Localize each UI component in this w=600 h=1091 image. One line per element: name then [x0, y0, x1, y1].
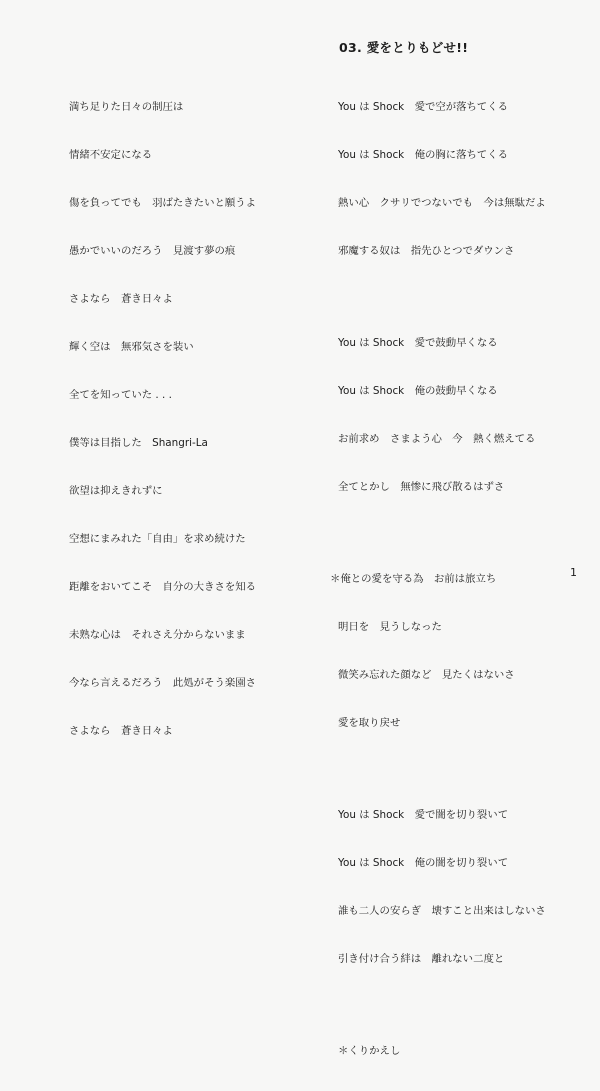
lyric-line: You は Shock 愛で空が落ちてくる: [338, 101, 508, 113]
lyric-line: You は Shock 俺の鼓動早くなる: [338, 385, 498, 397]
stanza-gap: [338, 527, 546, 539]
lyric-line: 明日を 見うしなった: [338, 621, 442, 633]
lyric-line: 誰も二人の安らぎ 壊すこと出来はしないさ: [338, 905, 546, 917]
lyric-line: You は Shock 俺の胸に落ちてくる: [338, 149, 508, 161]
lyric-line: ＊くりかえし: [338, 1045, 401, 1057]
lyric-line: 傷を負ってでも 羽ばたきたいと願うよ: [69, 197, 257, 209]
lyric-line: さよなら 蒼き日々よ: [69, 293, 173, 305]
lyric-line: さよなら 蒼き日々よ: [69, 725, 173, 737]
lyric-line: You は Shock 愛で闇を切り裂いて: [338, 809, 509, 821]
page-number: 1: [570, 566, 577, 579]
lyric-line: You は Shock 愛で鼓動早くなる: [338, 337, 498, 349]
lyric-line: 空想にまみれた「自由」を求め続けた: [69, 533, 246, 545]
lyric-line: 僕等は目指した Shangri-La: [69, 437, 208, 449]
lyric-line: 全てとかし 無惨に飛び散るはずさ: [338, 481, 505, 493]
lyric-line: 欲望は抑えきれずに: [69, 485, 163, 497]
lyric-line: 熱い心 クサリでつないでも 今は無駄だよ: [338, 197, 546, 209]
lyric-line: 愚かでいいのだろう 見渡す夢の痕: [69, 245, 236, 257]
lyric-line: 満ち足りた日々の制圧は: [69, 101, 184, 113]
lyric-line: お前求め さまよう心 今 熱く燃えてる: [338, 433, 536, 445]
lyric-line: 今なら言えるだろう 此処がそう楽園さ: [69, 677, 257, 689]
stanza-gap: [338, 291, 546, 303]
bleed-through-text: [58, 42, 70, 58]
lyric-line: 微笑み忘れた顔など 見たくはないさ: [338, 669, 515, 681]
lyric-line: 輝く空は 無邪気さを装い: [69, 341, 194, 353]
stanza-gap: [338, 999, 546, 1011]
song-title: 03. 愛をとりもどせ!!: [339, 40, 469, 55]
lyric-line: 全てを知っていた . . .: [69, 389, 172, 401]
lyric-line: 情緒不安定になる: [69, 149, 153, 161]
lyric-line: ＊俺との愛を守る為 お前は旅立ち: [330, 573, 497, 585]
stanza-gap: [338, 763, 546, 775]
lyric-line: 愛を取り戻せ: [338, 717, 401, 729]
lyric-line: 距離をおいてこそ 自分の大きさを知る: [69, 581, 257, 593]
lyric-line: 未熟な心は それさえ分からないまま: [69, 629, 246, 641]
lyric-line: You は Shock 俺の闇を切り裂いて: [338, 857, 509, 869]
lyric-line: 邪魔する奴は 指先ひとつでダウンさ: [338, 245, 515, 257]
left-lyrics-column: [69, 67, 256, 771]
bleed-through-text: [260, 42, 272, 58]
right-lyrics-column: [330, 67, 546, 1091]
lyric-line: 引き付け合う絆は 離れない二度と: [338, 953, 505, 965]
